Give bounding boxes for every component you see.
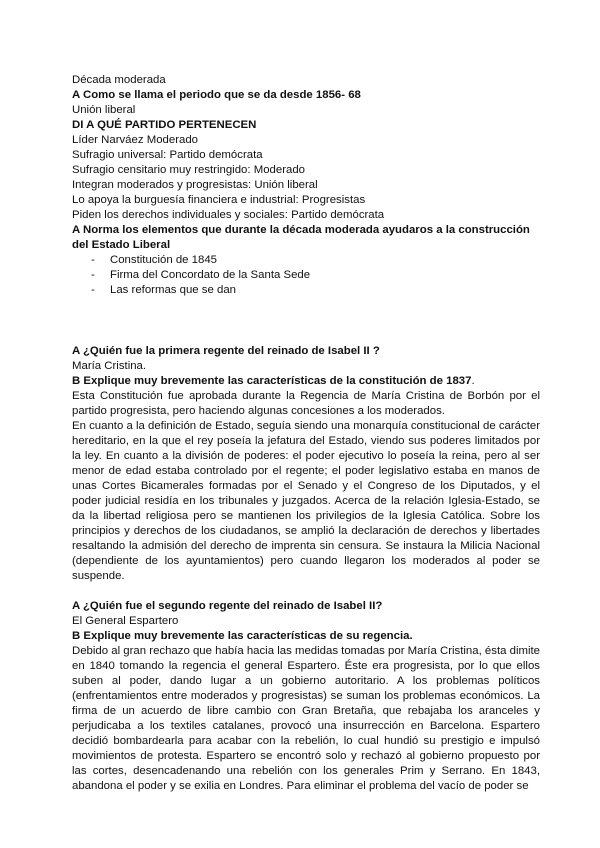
question-constitution-row	[72, 374, 540, 389]
question-elements-line1: A Norma los elementos que durante la década moderada ayudaros a la construcción	[72, 224, 530, 236]
question-regency: B Explique muy brevemente las características de su regencia.	[72, 630, 413, 642]
question-period: A Como se llama el periodo que se da desde 1856- 68	[72, 89, 361, 101]
section-title: Década moderada	[72, 74, 166, 86]
answer-second-regent: El General Espartero	[72, 615, 179, 627]
answer-period: Unión liberal	[72, 104, 136, 116]
elements-list	[72, 253, 540, 298]
party-item: Sufragio censitario muy restringido: Moderado	[72, 164, 305, 176]
regency-paragraph: Debido al gran rechazo que había hacia las medidas tomadas por María Cristina, ésta dimite en 1840 tomando la regencia el general Espartero. Éste era progresista, por lo que ellos suben al poder, dando lugar a un gobierno autoritario. A los problemas políticos (enfrentamientos entre moderados y progresistas) se suman los problemas económicos. La firma de un acuerdo de libre cambio con Gran Bretaña, que rebajaba los aranceles y perjudicaba a los textiles catalanes, provocó una insurrección en Barcelona. Espartero decidió bombardearla para acabar con la rebelión, lo cual hundió su prestigio e impulsó movimientos de protesta. Espartero se encontró solo y rechazó al gobierno propuesto por las cortes, desencadenando una rebelión con los generales Prim y Serrano. En 1843, abandona el poder y se exilia en Londres. Para eliminar el problema del vacío de poder se	[72, 645, 540, 792]
question-elements-line2: del Estado Liberal	[72, 239, 171, 251]
party-item: Integran moderados y progresistas: Unión liberal	[72, 179, 318, 191]
question-constitution: B Explique muy brevemente las características de la constitución de 1837	[72, 375, 472, 387]
constitution-paragraph-1: Esta Constitución fue aprobada durante la Regencia de María Cristina de Borbón por el partido progresista, pero haciendo algunas concesiones a los moderados.	[72, 390, 540, 417]
question-party: DI A QUÉ PARTIDO PERTENECEN	[72, 119, 257, 131]
list-item: - Las reformas que se dan	[91, 283, 540, 298]
spacer	[72, 298, 540, 344]
question-constitution-end: .	[471, 375, 475, 387]
list-item: - Constitución de 1845	[91, 253, 540, 268]
party-item: Piden los derechos individuales y sociales: Partido demócrata	[72, 209, 385, 221]
party-item: Sufragio universal: Partido demócrata	[72, 149, 263, 161]
party-item: Líder Narváez Moderado	[72, 134, 198, 146]
question-first-regent: A ¿Quién fue la primera regente del reinado de Isabel II ?	[72, 345, 380, 357]
answer-first-regent: María Cristina.	[72, 360, 147, 372]
list-item: - Firma del Concordato de la Santa Sede	[91, 268, 540, 283]
constitution-paragraph-2: En cuanto a la definición de Estado, seguía siendo una monarquía constitucional de carácter hereditario, en la que el rey poseía la jefatura del Estado, viendo sus poderes limitados por la ley. En cuanto a la división de poderes: el poder ejecutivo lo poseía la reina, pero al ser menor de edad estaba controlado por el regente; el poder legislativo estaba en manos de unas Cortes Bicamerales formadas por el Senado y el Congreso de los Diputados, y el poder judicial residía en los tribunales y juzgados. Acerca de la relación Iglesia-Estado, se da la libertad religiosa pero se mantienen los privilegios de la Iglesia Católica. Sobre los principios y derechos de los ciudadanos, se amplió la declaración de derechos y libertades resaltando la admisión del derecho de imprenta sin censura. Se instaura la Milicia Nacional (dependiente de los ayuntamientos) pero cuando llegaron los moderados al poder se suspende.	[72, 420, 540, 582]
party-item: Lo apoya la burguesía financiera e industrial: Progresistas	[72, 194, 366, 206]
spacer	[72, 584, 540, 599]
question-second-regent: A ¿Quién fue el segundo regente del reinado de Isabel II?	[72, 600, 383, 612]
